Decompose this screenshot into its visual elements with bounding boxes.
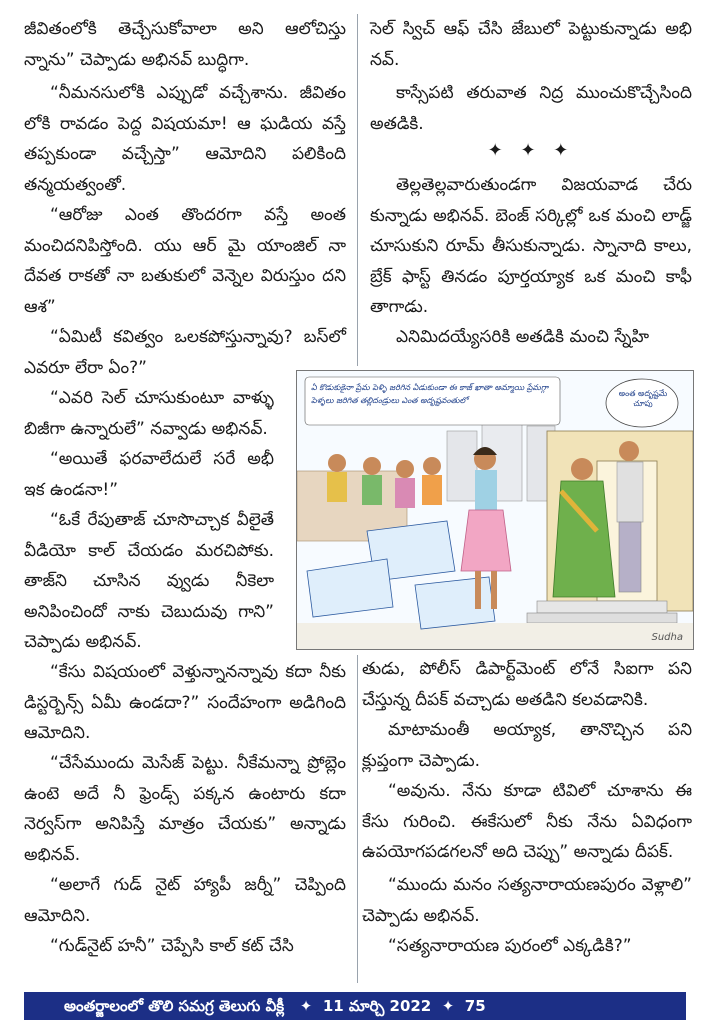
paragraph: ఎనిమిదయ్యేసరికి అతడికి మంచి స్నేహి [396,327,650,347]
cartoon-illustration [296,370,694,650]
column-divider [357,14,358,366]
paragraph: “చేసేముందు మెసేజ్ పెట్టు. నీకేమన్నా ప్రోబ్లెం ఉంటె అదే నీ ఫ్రెండ్స్ పక్కన ఉంటారు కదా నెర్వస్‌గా అనిపిస్తే మాత్రం చేయకు” అన్నాడు అభినవ్. [24,753,346,865]
paragraph: “ఏమిటీ కవిత్వం ఒలకపోస్తున్నావు? బస్‌లో ఎవరూ లేరా ఏం?” [24,327,346,378]
paragraph: “అవును. నేను కూడా టివిలో చూశాను ఈ కేసు గురించి. ఈకేసులో నీకు నేను ఏవిధంగా ఉపయోగపడగలనో అది చెప్పు” అన్నాడు దీపక్. [362,781,692,862]
footer-separator: ✦ [441,997,455,1015]
paragraph: “నీమనసులోకి ఎప్పుడో వచ్చేశాను. జీవితం లోకి రావడం పెద్ద విషయమా! ఆ ఘడియ వస్తే తప్పకుండా వచ్చేస్తా” ఆమోదిని పలికింది తన్మయత్వంతో. [24,83,346,195]
paragraph: “అయితే ఫరవాలేదులే సరే అభీ ఇక ఉండనా!” [24,449,274,500]
paragraph: “ముందు మనం సత్యనారాయణపురం వెళ్లాలి” చెప్పాడు అభినవ్. [362,875,692,926]
page-number: 75 [464,997,486,1015]
magazine-tagline: అంతర్జాలంలో తొలి సమగ్ర తెలుగు వీక్లీ [64,997,285,1015]
paragraph: “గుడ్‌నైట్ హనీ” చెప్పేసి కాల్ కట్ చేసి [50,936,294,956]
paragraph: కాస్సేపటి తరువాత నిద్ర ముంచుకొచ్చేసింది అతడికి. [370,83,692,134]
footer-separator: ✦ [299,997,313,1015]
paragraph: తుడు, పోలీస్ డిపార్ట్‌మెంట్ లోనే సిఐగా పని చేస్తున్న దీపక్ వచ్చాడు అతడిని కలవడానికి. [362,659,692,710]
paragraph: “ఆరోజు ఎంత తొందరగా వస్తే అంత మంచిదనిపిస్తోంది. యు ఆర్ మై యాంజిల్ నా దేవత రాకతో నా బతుకులో వెన్నెల విరుస్తుం దని ఆశ” [24,205,346,317]
paragraph: తెల్లతెల్లవారుతుండగా విజయవాడ చేరు కున్నాడు అభినవ్. బెంజ్ సర్కిల్లో ఒక మంచి లాడ్జ్ చూసుకుని రూమ్ తీసుకున్నాడు. స్నానాది కాలు, బ్రేక్ ఫాస్ట్ తినడం పూర్తయ్యాక ఒక మంచి కాఫీ తాగాడు. [370,175,692,317]
artist-signature: Sudha [651,632,683,643]
paragraph: “ఎవరి సెల్ చూసుకుంటూ వాళ్ళు బిజీగా ఉన్నారులే” నవ్వాడు అభినవ్. [24,388,274,439]
page-footer [24,992,686,1020]
cartoon-drawing [297,371,693,649]
column-divider [357,655,358,983]
paragraph: “అలాగే గుడ్ నైట్ హ్యాపీ జర్నీ” చెప్పింది ఆమోదిని. [24,875,346,926]
paragraph: సెల్ స్విచ్ ఆఫ్ చేసి జేబులో పెట్టుకున్నాడు అభి నవ్. [370,19,692,70]
paragraph: “కేసు విషయంలో వెళ్తున్నానన్నావు కదా నీకు డిస్టర్బెన్స్ ఏమీ ఉండదా?” సందేహంగా అడిగింది ఆమోదిని. [24,662,346,743]
paragraph: జీవితంలోకి తెచ్చేసుకోవాలా అని ఆలోచిస్తు న్నాను” చెప్పాడు అభినవ్ బుద్ధిగా. [24,19,346,70]
cartoon-caption: ఏ కొడుకుకైనా ప్రేమ పెళ్ళి జరిగిన ఏడుకుండా ఈ కాజ్ ఖాతా అమ్మాయి ప్రేమగ్గా పెళ్ళలు జరిగిత తల్లిదండ్రులు ఎంత అదృష్టవంతులో [311,383,549,405]
paragraph: “సత్యనారాయణ పురంలో ఎక్కడికి?” [388,936,632,956]
paragraph: మాటామంతీ అయ్యాక, తానొచ్చిన పని క్లుప్తంగా చెప్పాడు. [362,720,692,771]
issue-date: 11 మార్చి 2022 [322,997,432,1015]
paragraph: “ఓకే రేపుతాజ్ చూసొచ్చాక వీలైతే వీడియో కాల్ చేయడం మరచిపోకు. తాజ్‌ని చూసిన వ్వుడు నీకెలా అనిపించిందో నాకు చెబుదువు గాని” చెప్పాడు అభినవ్. [24,510,274,652]
section-separator: ✦ ✦ ✦ [487,140,575,161]
speech-bubble-text: అంత అదృష్టమే చూపు [618,389,668,408]
